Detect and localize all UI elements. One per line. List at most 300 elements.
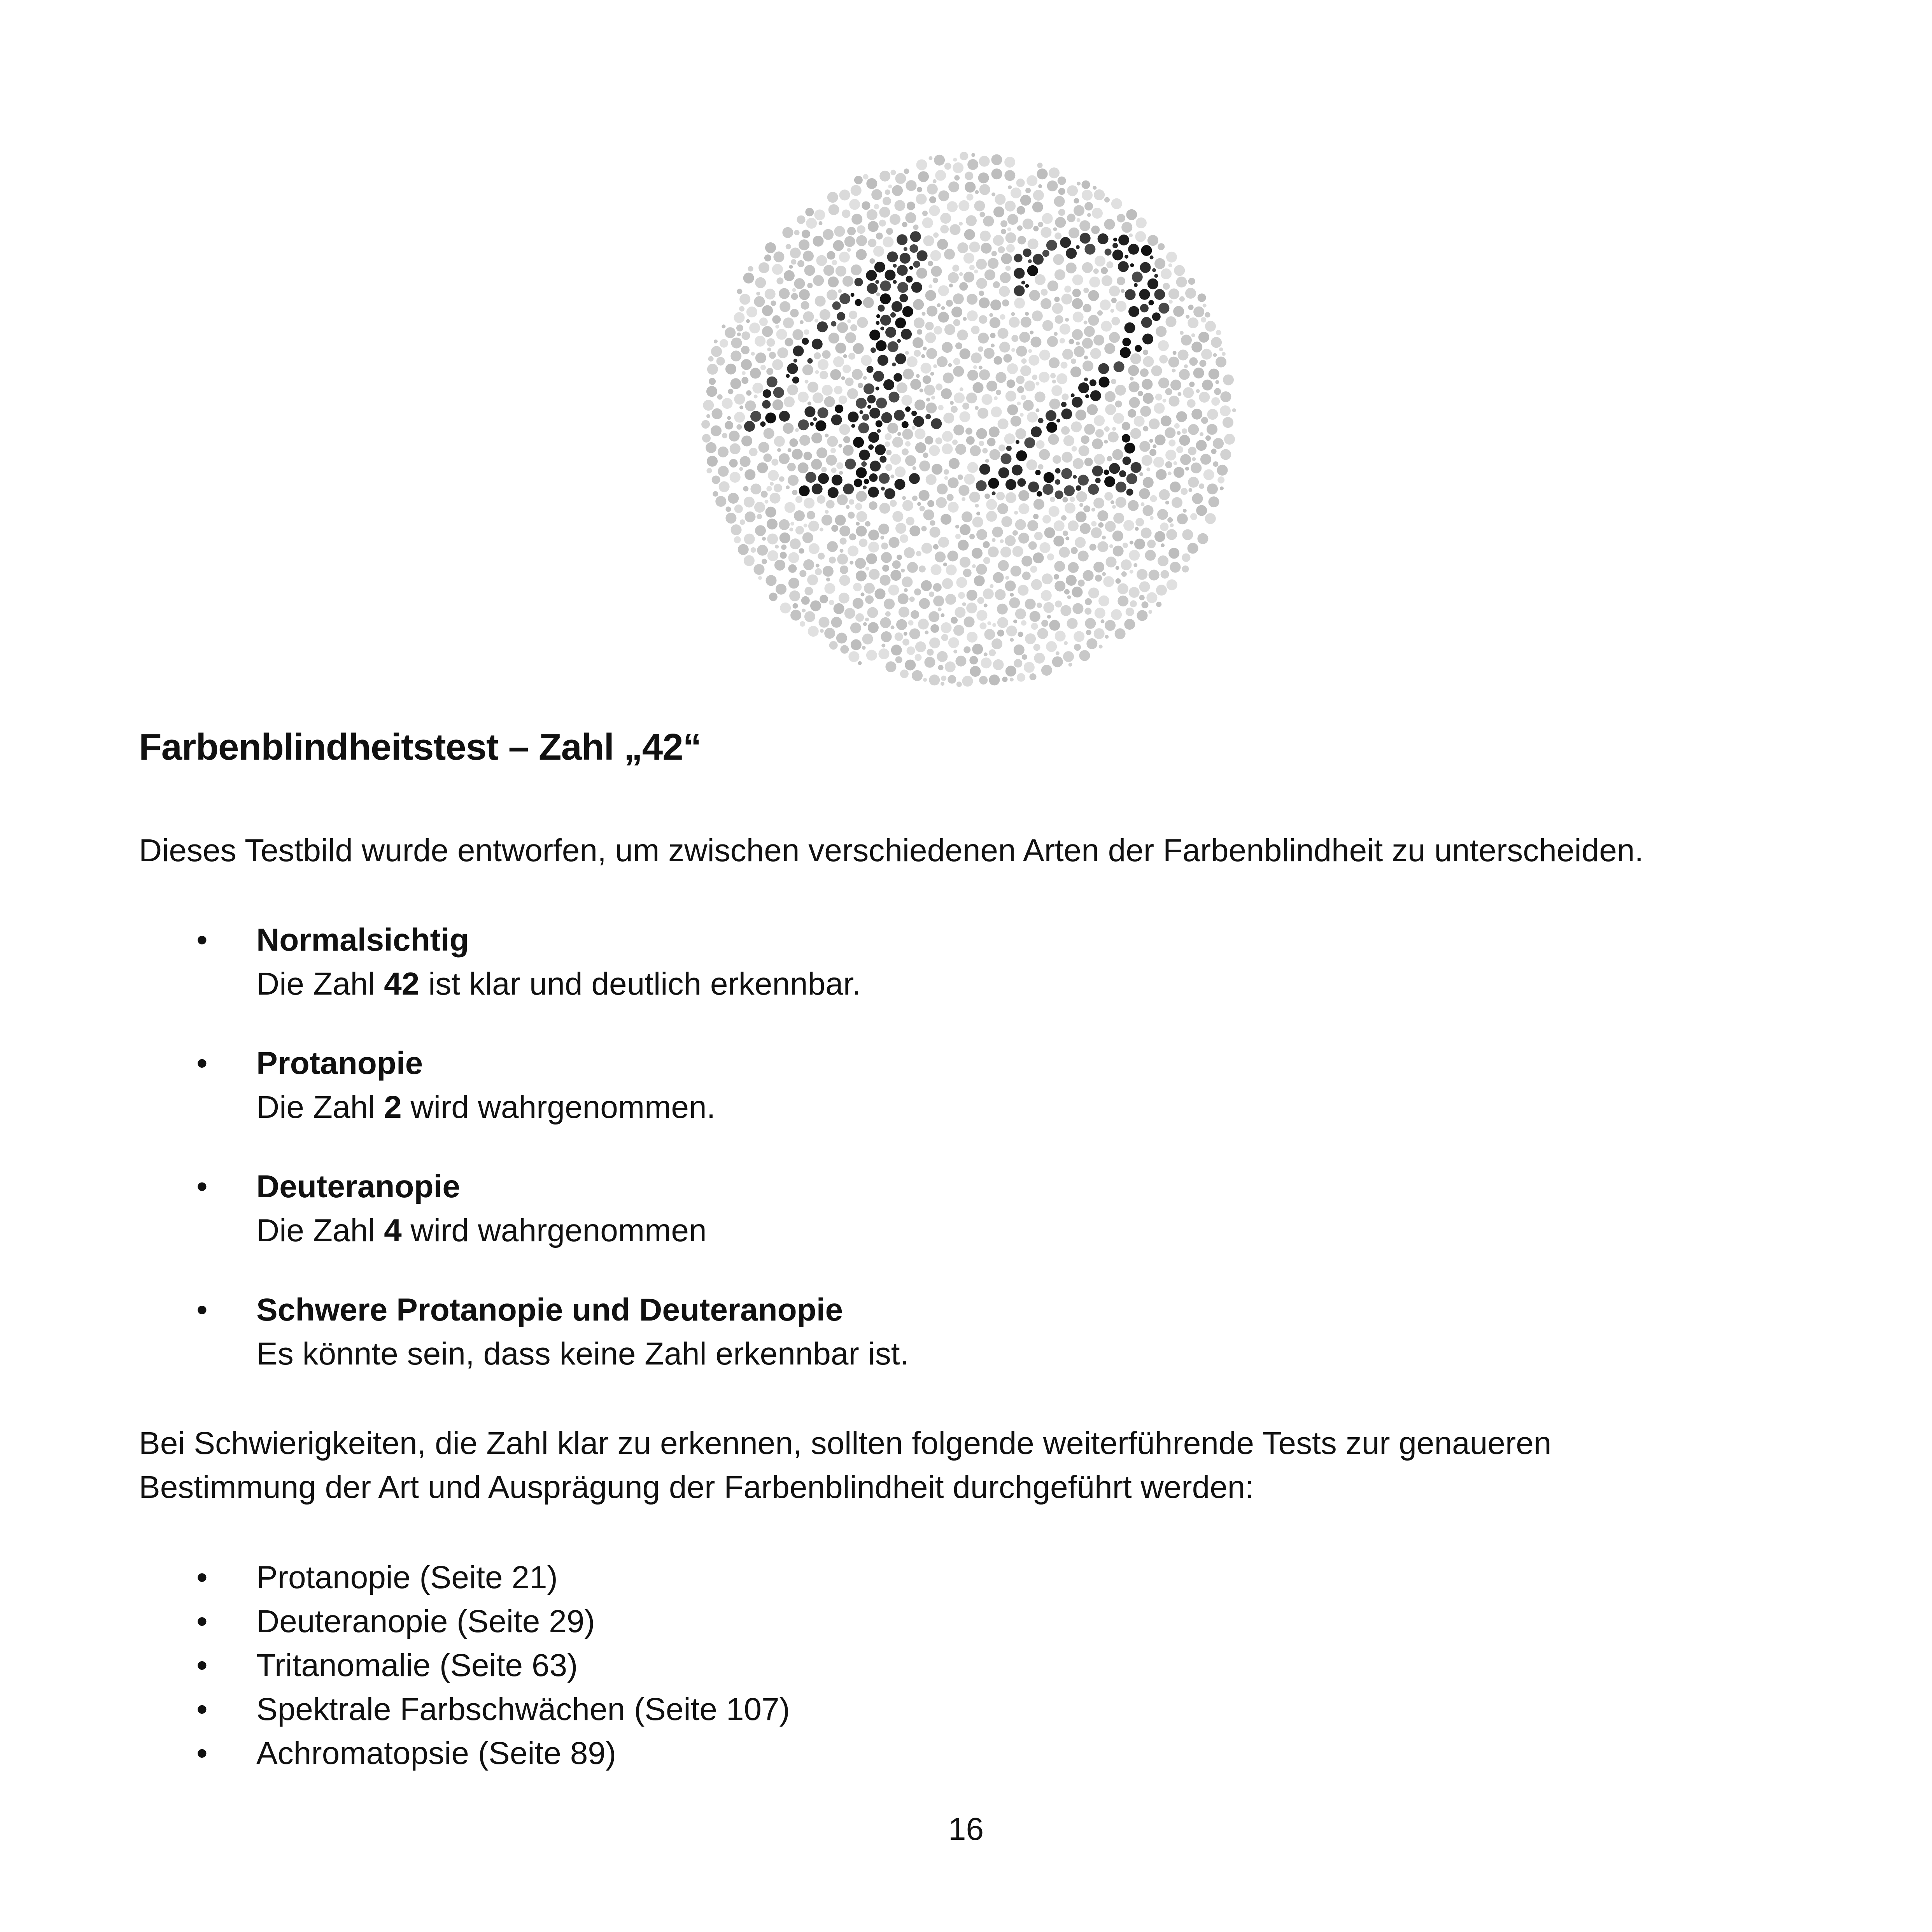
plate-background-dot xyxy=(709,378,716,385)
plate-background-dot xyxy=(972,548,983,559)
plate-background-dot xyxy=(779,476,785,482)
plate-background-dot xyxy=(884,599,895,610)
plate-background-dot xyxy=(827,289,837,300)
plate-background-dot xyxy=(1067,185,1078,196)
plate-background-dot xyxy=(850,622,861,633)
plate-background-dot xyxy=(1079,503,1083,507)
plate-background-dot xyxy=(815,296,826,307)
plate-background-dot xyxy=(838,444,842,448)
plate-background-dot xyxy=(702,434,711,443)
plate-background-dot xyxy=(1079,650,1090,661)
plate-background-dot xyxy=(1062,349,1073,360)
plate-background-dot xyxy=(868,542,879,553)
plate-background-dot xyxy=(834,226,845,237)
plate-background-dot xyxy=(760,365,766,370)
plate-background-dot xyxy=(934,155,945,166)
plate-background-dot xyxy=(1040,298,1051,309)
plate-background-dot xyxy=(987,438,996,447)
plate-background-dot xyxy=(1060,324,1070,335)
plate-background-dot xyxy=(983,557,990,564)
plate-background-dot xyxy=(933,583,942,592)
plate-background-dot xyxy=(1180,454,1191,465)
plate-background-dot xyxy=(989,674,1000,685)
plate-background-dot xyxy=(1030,611,1040,622)
plate-figure-dot xyxy=(1113,238,1117,242)
plate-background-dot xyxy=(1202,380,1213,391)
plate-background-dot xyxy=(822,350,831,359)
plate-background-dot xyxy=(1181,335,1192,345)
plate-background-dot xyxy=(765,289,776,300)
plate-background-dot xyxy=(1094,415,1105,426)
plate-background-dot xyxy=(930,527,941,538)
plate-background-dot xyxy=(810,601,821,611)
plate-background-dot xyxy=(805,380,809,384)
plate-background-dot xyxy=(944,469,949,475)
plate-figure-dot xyxy=(858,422,869,433)
plate-figure-dot xyxy=(1046,422,1057,433)
plate-figure-dot xyxy=(925,414,931,419)
plate-background-dot xyxy=(1012,546,1023,557)
plate-background-dot xyxy=(821,515,832,525)
plate-background-dot xyxy=(1179,369,1190,380)
plate-background-dot xyxy=(1005,580,1016,591)
plate-figure-dot xyxy=(862,414,869,421)
plate-background-dot xyxy=(853,598,864,609)
plate-background-dot xyxy=(982,394,993,405)
plate-background-dot xyxy=(861,355,872,366)
plate-background-dot xyxy=(875,589,886,599)
plate-background-dot xyxy=(1083,570,1094,581)
plate-background-dot xyxy=(1055,315,1063,324)
plate-background-dot xyxy=(969,242,980,252)
plate-background-dot xyxy=(755,352,766,363)
plate-background-dot xyxy=(866,650,877,661)
plate-background-dot xyxy=(717,394,723,400)
plate-background-dot xyxy=(743,486,748,492)
plate-background-dot xyxy=(730,350,741,361)
plate-background-dot xyxy=(1173,351,1177,355)
plate-background-dot xyxy=(843,276,853,287)
plate-background-dot xyxy=(1092,208,1103,219)
plate-background-dot xyxy=(840,566,848,574)
plate-background-dot xyxy=(828,277,839,287)
plate-background-dot xyxy=(998,246,1005,253)
plate-background-dot xyxy=(1122,422,1130,431)
plate-background-dot xyxy=(1168,289,1179,300)
plate-background-dot xyxy=(1203,304,1207,308)
plate-background-dot xyxy=(845,378,854,386)
plate-background-dot xyxy=(1232,408,1236,412)
plate-background-dot xyxy=(937,651,948,662)
plate-background-dot xyxy=(783,317,794,328)
plate-background-dot xyxy=(1091,521,1096,527)
plate-background-dot xyxy=(832,260,837,265)
closing-line-1: Bei Schwierigkeiten, die Zahl klar zu erkennen, sollten folgende weiterführende Tests zur genaueren xyxy=(139,1426,1552,1461)
plate-background-dot xyxy=(1000,546,1011,557)
plate-figure-dot xyxy=(1005,479,1016,490)
plate-background-dot xyxy=(989,649,996,656)
plate-background-dot xyxy=(741,377,748,384)
plate-background-dot xyxy=(851,639,862,650)
plate-figure-dot xyxy=(815,420,826,431)
plate-figure-dot xyxy=(843,483,854,494)
plate-background-dot xyxy=(813,236,824,247)
plate-background-dot xyxy=(978,346,983,352)
plate-background-dot xyxy=(1084,356,1088,359)
plate-background-dot xyxy=(1001,516,1012,527)
plate-background-dot xyxy=(1135,527,1139,531)
plate-background-dot xyxy=(1097,310,1103,316)
plate-background-dot xyxy=(1222,352,1226,356)
plate-background-dot xyxy=(790,522,794,525)
plate-background-dot xyxy=(945,594,956,605)
plate-background-dot xyxy=(725,327,736,338)
plate-background-dot xyxy=(996,492,1005,500)
plate-background-dot xyxy=(1207,409,1218,420)
plate-background-dot xyxy=(1035,408,1039,412)
plate-background-dot xyxy=(1053,536,1064,546)
plate-background-dot xyxy=(1009,317,1020,328)
plate-background-dot xyxy=(820,309,830,320)
plate-background-dot xyxy=(958,540,969,551)
plate-background-dot xyxy=(979,212,985,217)
plate-background-dot xyxy=(958,485,969,496)
plate-background-dot xyxy=(951,406,958,413)
plate-background-dot xyxy=(1079,220,1090,231)
result-item-deuteranopie xyxy=(139,1165,1773,1252)
plate-background-dot xyxy=(960,152,968,160)
plate-background-dot xyxy=(1061,515,1067,521)
plate-figure-dot xyxy=(893,373,902,382)
plate-background-dot xyxy=(1039,350,1050,361)
plate-figure-dot xyxy=(817,321,828,332)
plate-background-dot xyxy=(976,529,987,540)
plate-background-dot xyxy=(1033,644,1040,651)
plate-background-dot xyxy=(794,510,805,521)
plate-background-dot xyxy=(804,329,809,335)
plate-background-dot xyxy=(984,604,988,608)
plate-background-dot xyxy=(976,511,980,515)
plate-background-dot xyxy=(927,500,934,507)
plate-figure-dot xyxy=(911,411,917,416)
plate-background-dot xyxy=(977,597,984,604)
plate-background-dot xyxy=(964,474,975,485)
plate-background-dot xyxy=(802,609,806,613)
plate-figure-dot xyxy=(892,363,896,366)
plate-background-dot xyxy=(771,301,776,306)
plate-figure-dot xyxy=(856,467,867,478)
plate-background-dot xyxy=(1055,631,1066,641)
plate-figure-dot xyxy=(883,379,894,390)
plate-background-dot xyxy=(767,338,775,347)
plate-background-dot xyxy=(792,288,796,292)
plate-background-dot xyxy=(1149,439,1153,443)
plate-figure-dot xyxy=(1118,261,1129,272)
plate-figure-dot xyxy=(1154,289,1165,300)
plate-background-dot xyxy=(1215,380,1219,384)
plate-background-dot xyxy=(1185,467,1189,471)
plate-background-dot xyxy=(897,432,901,436)
plate-background-dot xyxy=(959,222,963,226)
plate-background-dot xyxy=(952,440,958,445)
plate-background-dot xyxy=(1143,356,1154,367)
plate-background-dot xyxy=(938,190,949,201)
plate-figure-dot xyxy=(889,392,900,403)
plate-background-dot xyxy=(1058,188,1065,195)
plate-background-dot xyxy=(1111,317,1120,326)
plate-background-dot xyxy=(1042,320,1053,331)
plate-figure-dot xyxy=(1132,271,1143,282)
plate-background-dot xyxy=(914,350,921,357)
plate-background-dot xyxy=(870,258,875,264)
plate-background-dot xyxy=(878,648,889,659)
plate-background-dot xyxy=(935,170,946,181)
plate-background-dot xyxy=(758,576,762,580)
plate-background-dot xyxy=(925,290,936,301)
plate-background-dot xyxy=(762,537,766,541)
plate-figure-dot xyxy=(897,282,908,293)
plate-background-dot xyxy=(881,644,885,648)
plate-background-dot xyxy=(969,492,980,503)
plate-background-dot xyxy=(883,197,891,205)
plate-background-dot xyxy=(1047,554,1054,561)
plate-background-dot xyxy=(990,300,1001,310)
plate-background-dot xyxy=(1135,518,1144,526)
plate-background-dot xyxy=(918,171,929,182)
plate-figure-dot xyxy=(1061,468,1072,479)
plate-background-dot xyxy=(1000,539,1004,543)
plate-background-dot xyxy=(1111,198,1122,209)
plate-background-dot xyxy=(993,235,1004,246)
plate-background-dot xyxy=(1095,608,1105,618)
plate-background-dot xyxy=(1100,300,1111,310)
plate-background-dot xyxy=(913,224,919,230)
plate-figure-dot xyxy=(880,293,891,304)
plate-background-dot xyxy=(1213,353,1217,357)
plate-background-dot xyxy=(929,592,934,597)
plate-background-dot xyxy=(1031,623,1038,630)
plate-background-dot xyxy=(1058,209,1065,216)
plate-figure-dot xyxy=(831,414,842,425)
plate-background-dot xyxy=(890,500,897,507)
plate-background-dot xyxy=(989,426,1000,437)
plate-background-dot xyxy=(1029,290,1040,301)
plate-figure-dot xyxy=(853,437,864,448)
plate-figure-dot xyxy=(1084,378,1088,382)
plate-background-dot xyxy=(926,403,937,413)
plate-background-dot xyxy=(940,213,951,224)
plate-background-dot xyxy=(963,272,974,283)
plate-background-dot xyxy=(998,419,1009,429)
plate-figure-dot xyxy=(1095,478,1101,483)
plate-background-dot xyxy=(960,411,970,422)
plate-figure-dot xyxy=(871,347,876,353)
plate-figure-dot xyxy=(904,247,907,251)
further-test-label: Achromatopsie (Seite 89) xyxy=(256,1736,617,1771)
plate-background-dot xyxy=(757,545,768,556)
plate-background-dot xyxy=(966,603,977,613)
plate-background-dot xyxy=(866,178,877,189)
plate-figure-dot xyxy=(1125,289,1136,300)
plate-background-dot xyxy=(942,342,953,353)
plate-background-dot xyxy=(792,449,803,460)
plate-background-dot xyxy=(1035,274,1046,285)
plate-background-dot xyxy=(765,242,776,253)
plate-background-dot xyxy=(928,284,932,288)
plate-background-dot xyxy=(800,320,804,324)
plate-background-dot xyxy=(817,495,825,504)
plate-figure-dot xyxy=(744,421,755,432)
plate-background-dot xyxy=(777,448,781,452)
plate-background-dot xyxy=(979,370,990,380)
plate-background-dot xyxy=(998,560,1009,571)
plate-background-dot xyxy=(1193,368,1204,378)
plate-figure-dot xyxy=(851,293,855,297)
plate-background-dot xyxy=(964,229,975,240)
plate-background-dot xyxy=(957,242,968,253)
plate-background-dot xyxy=(942,431,953,442)
plate-background-dot xyxy=(1178,350,1189,361)
plate-background-dot xyxy=(1005,266,1011,271)
plate-background-dot xyxy=(843,445,854,456)
plate-background-dot xyxy=(1081,435,1089,444)
plate-background-dot xyxy=(1146,592,1157,603)
plate-background-dot xyxy=(922,217,933,228)
plate-background-dot xyxy=(976,610,987,621)
plate-background-dot xyxy=(948,477,959,488)
plate-background-dot xyxy=(1182,428,1187,434)
plate-figure-dot xyxy=(1042,484,1053,495)
further-test-item xyxy=(139,1555,790,1599)
plate-background-dot xyxy=(1074,346,1085,357)
plate-background-dot xyxy=(727,416,731,420)
plate-background-dot xyxy=(739,405,743,409)
plate-background-dot xyxy=(1106,261,1113,268)
plate-background-dot xyxy=(1034,532,1043,540)
plate-background-dot xyxy=(1139,595,1145,600)
further-test-item xyxy=(139,1599,790,1643)
plate-background-dot xyxy=(856,522,860,525)
plate-background-dot xyxy=(1128,500,1139,511)
plate-background-dot xyxy=(711,346,722,357)
plate-background-dot xyxy=(739,294,750,305)
plate-background-dot xyxy=(953,366,964,377)
plate-background-dot xyxy=(936,497,947,508)
plate-background-dot xyxy=(934,326,942,335)
plate-background-dot xyxy=(1082,180,1090,189)
plate-background-dot xyxy=(746,319,750,323)
plate-background-dot xyxy=(949,224,960,235)
plate-background-dot xyxy=(1177,392,1181,396)
plate-background-dot xyxy=(1010,593,1014,597)
plate-background-dot xyxy=(1211,397,1220,406)
plate-background-dot xyxy=(775,545,779,548)
plate-background-dot xyxy=(885,611,891,617)
plate-background-dot xyxy=(1139,472,1143,476)
plate-background-dot xyxy=(776,277,783,284)
plate-background-dot xyxy=(885,661,896,672)
plate-background-dot xyxy=(880,536,884,539)
plate-background-dot xyxy=(990,584,993,588)
plate-background-dot xyxy=(767,550,778,561)
plate-background-dot xyxy=(1154,258,1165,269)
plate-background-dot xyxy=(1172,369,1176,373)
plate-background-dot xyxy=(1012,530,1018,536)
plate-background-dot xyxy=(1111,379,1116,384)
plate-figure-dot xyxy=(1014,254,1023,262)
plate-figure-dot xyxy=(1076,245,1080,249)
plate-background-dot xyxy=(829,333,839,343)
plate-background-dot xyxy=(1177,513,1188,524)
plate-figure-dot xyxy=(869,329,880,340)
plate-figure-dot xyxy=(911,282,922,293)
bullet: • xyxy=(196,1292,208,1328)
plate-background-dot xyxy=(1105,620,1116,631)
plate-background-dot xyxy=(912,426,916,430)
plate-background-dot xyxy=(929,205,940,216)
plate-background-dot xyxy=(744,534,755,545)
plate-background-dot xyxy=(1156,326,1167,337)
plate-background-dot xyxy=(907,646,915,655)
plate-background-dot xyxy=(891,645,902,655)
closing-line-2: Bestimmung der Art und Ausprägung der Farbenblindheit durchgeführt werden: xyxy=(139,1470,1254,1505)
plate-background-dot xyxy=(845,332,856,343)
plate-background-dot xyxy=(1143,426,1148,431)
plate-background-dot xyxy=(933,364,937,368)
plate-background-dot xyxy=(1028,541,1037,550)
plate-background-dot xyxy=(1063,651,1074,662)
plate-background-dot xyxy=(1111,500,1114,504)
plate-background-dot xyxy=(920,506,925,511)
plate-figure-dot xyxy=(1092,466,1103,476)
plate-background-dot xyxy=(953,650,957,653)
plate-background-dot xyxy=(859,539,867,547)
plate-background-dot xyxy=(818,359,829,370)
plate-background-dot xyxy=(1167,517,1173,523)
plate-background-dot xyxy=(1033,226,1039,231)
plate-background-dot xyxy=(779,301,790,312)
result-number: 4 xyxy=(384,1213,402,1248)
plate-background-dot xyxy=(996,390,1001,395)
plate-background-dot xyxy=(873,246,884,257)
plate-background-dot xyxy=(741,346,750,354)
plate-background-dot xyxy=(1165,461,1172,468)
plate-background-dot xyxy=(1038,184,1042,188)
plate-background-dot xyxy=(856,526,867,537)
plate-figure-dot xyxy=(909,473,920,484)
plate-background-dot xyxy=(944,476,948,480)
plate-background-dot xyxy=(999,286,1010,297)
plate-background-dot xyxy=(1129,550,1140,561)
plate-background-dot xyxy=(871,189,882,200)
plate-background-dot xyxy=(1203,469,1214,480)
plate-background-dot xyxy=(742,371,746,375)
plate-figure-dot xyxy=(787,363,798,374)
plate-background-dot xyxy=(1056,651,1060,655)
plate-figure-dot xyxy=(1152,268,1156,272)
plate-figure-dot xyxy=(1120,347,1131,358)
plate-background-dot xyxy=(912,670,923,681)
plate-figure-dot xyxy=(818,473,829,484)
plate-figure-dot xyxy=(1158,303,1169,314)
plate-background-dot xyxy=(772,399,783,410)
plate-background-dot xyxy=(804,265,815,276)
plate-background-dot xyxy=(829,641,838,650)
plate-background-dot xyxy=(758,262,769,273)
plate-background-dot xyxy=(986,511,997,522)
plate-background-dot xyxy=(834,386,843,394)
plate-background-dot xyxy=(1098,596,1109,606)
